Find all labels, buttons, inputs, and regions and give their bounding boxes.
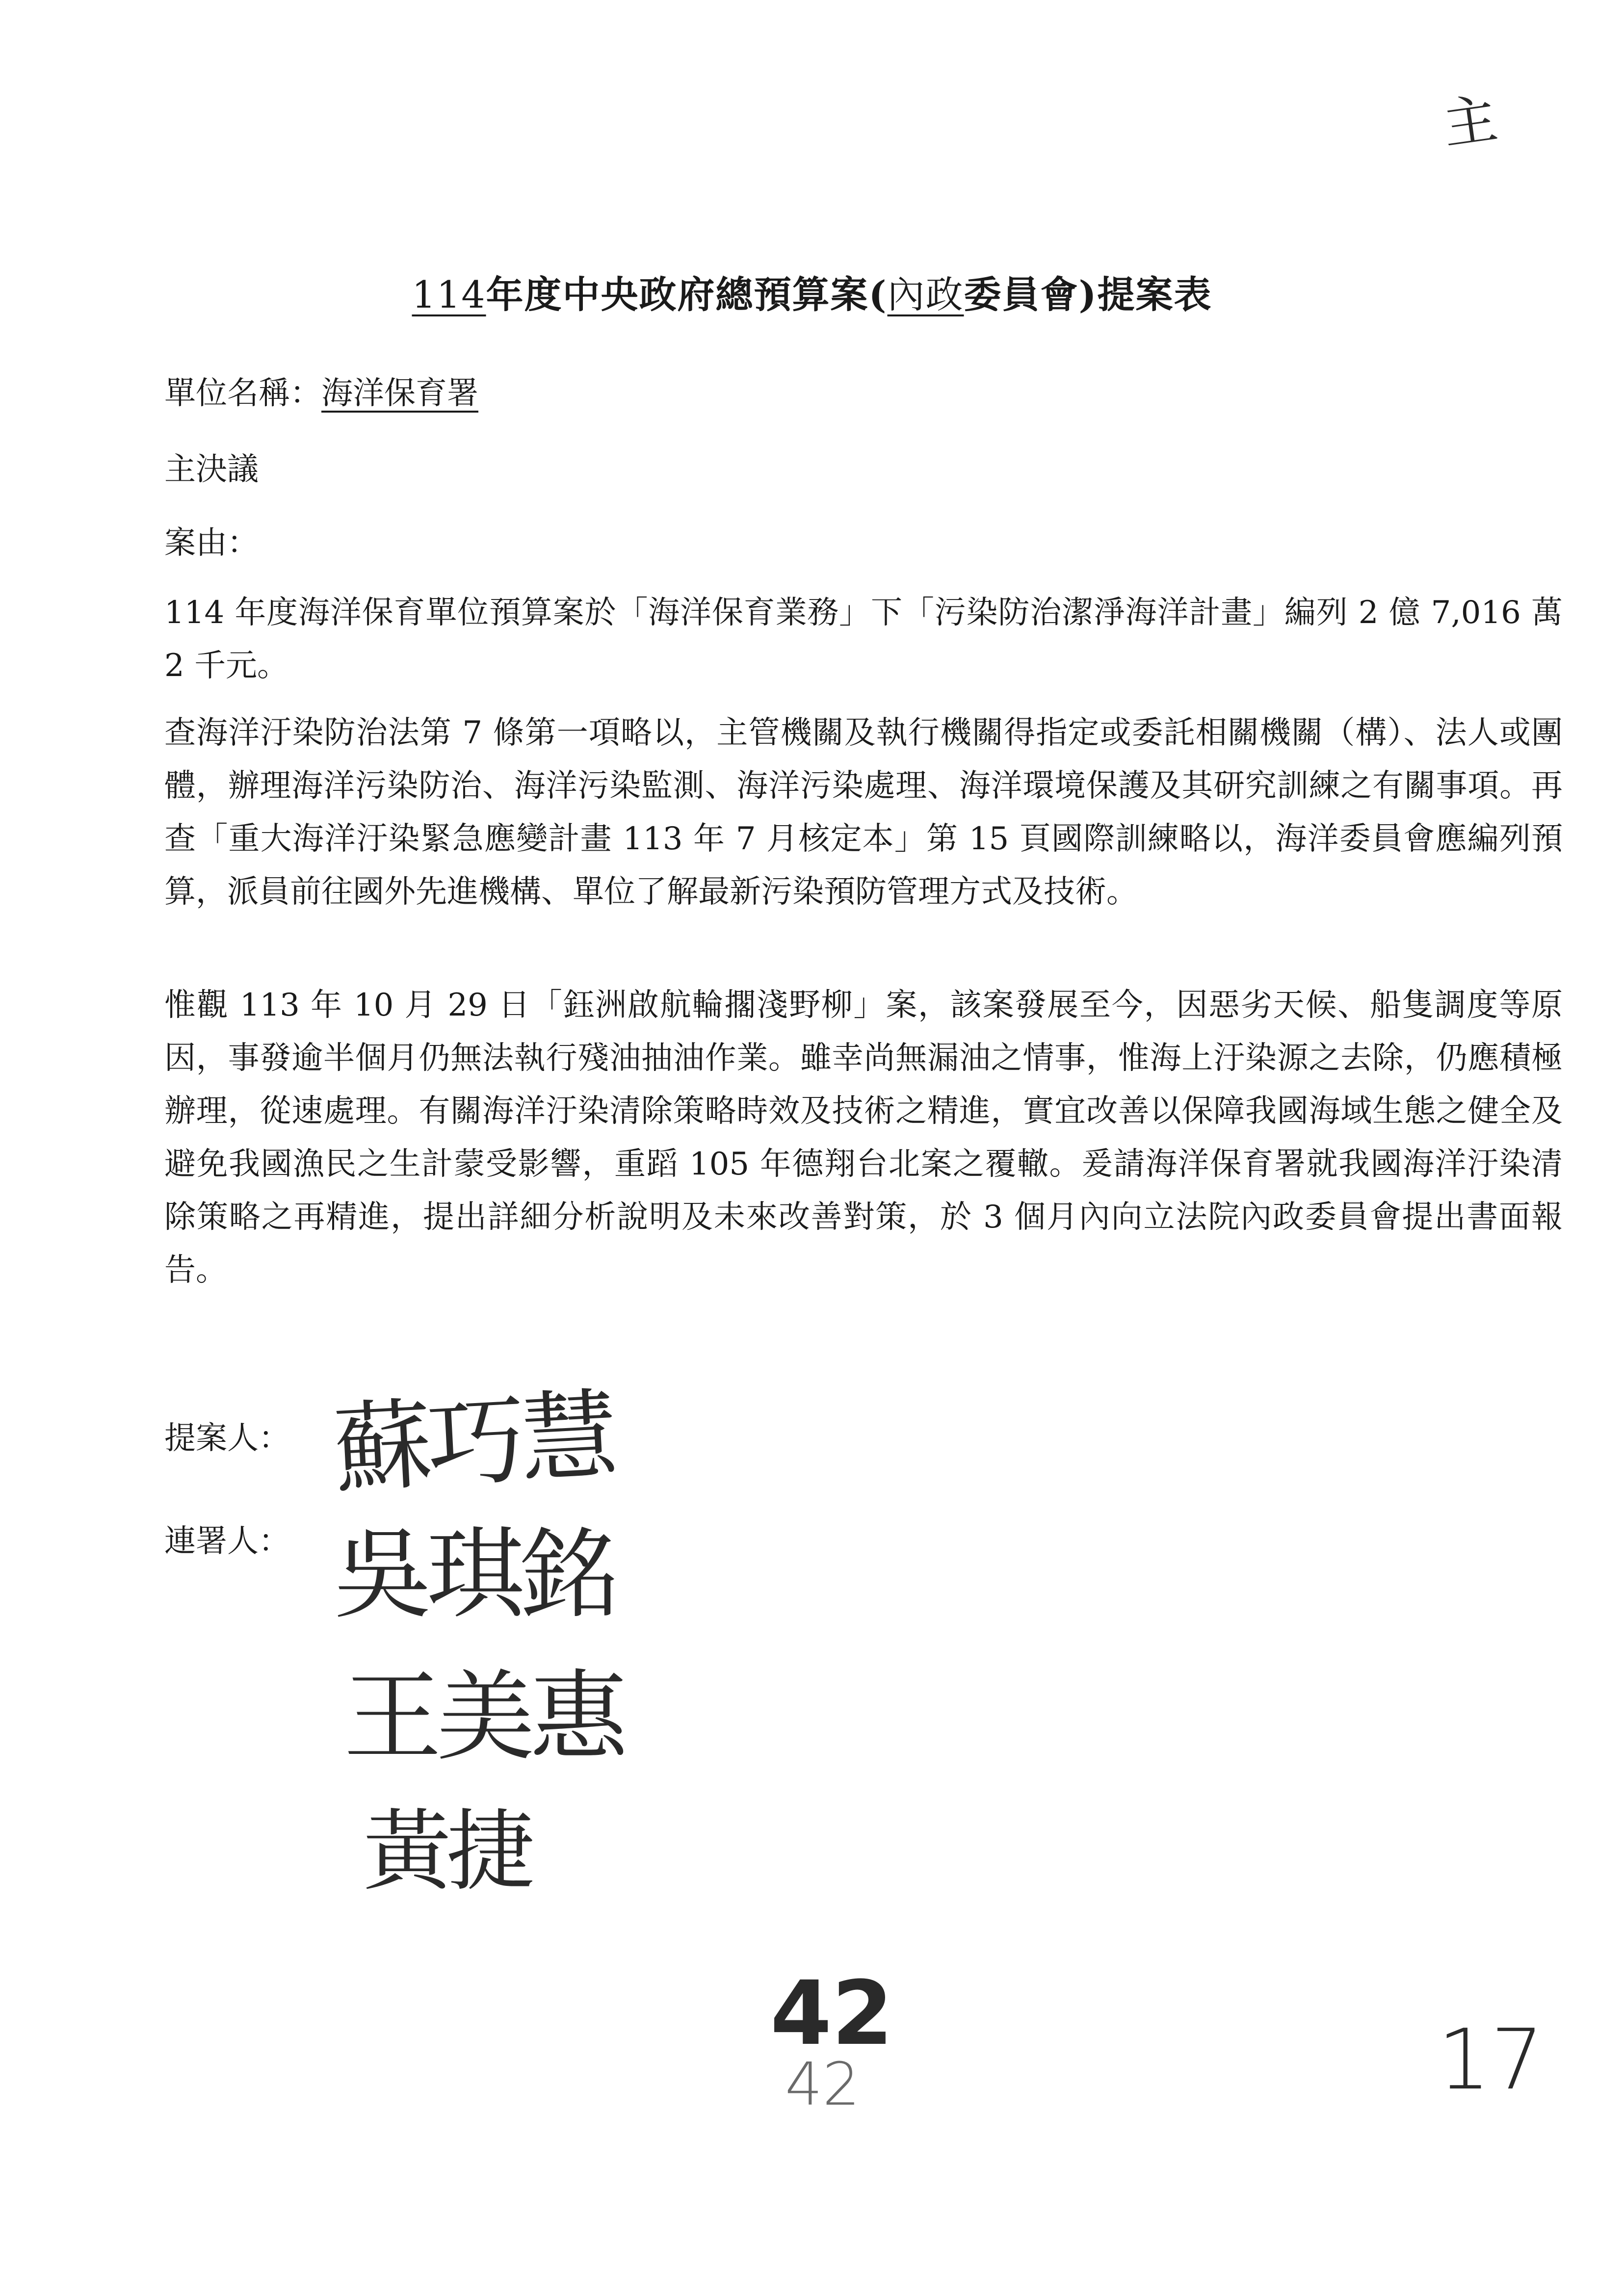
paragraph-2: 查海洋汙染防治法第 7 條第一項略以，主管機關及執行機關得指定或委託相關機關（構）、法人或團體，辦理海洋污染防治、海洋污染監測、海洋污染處理、海洋環境保護及其研究訓練之有關事項。再查「重大海洋汙染緊急應變計畫 113 年 7 月核定本」第 15 頁國際訓練略以，海洋委員會應編列預算，派員前往國外先進機構、單位了解最新污染預防管理方式及技術。 — [164, 715, 1563, 910]
unit-value: 海洋保育署 — [321, 375, 478, 412]
title-part1: 年度中央政府總預算案( — [486, 273, 888, 316]
unit-line — [164, 368, 478, 413]
document-title — [0, 265, 1624, 318]
page-number: 42 — [770, 1962, 893, 2065]
reason-label: 案由： — [164, 525, 259, 561]
paragraph-3: 惟觀 113 年 10 月 29 日「鈺洲啟航輪擱淺野柳」案，該案發展至今，因惡劣天候、船隻調度等原因，事發逾半個月仍無法執行殘油抽油作業。雖幸尚無漏油之情事，惟海上汙染源之去除，仍應積極辦理，從速處理。有關海洋汙染清除策略時效及技術之精進，實宜改善以保障我國海域生態之健全及避免我國漁民之生計蒙受影響，重蹈 105 年德翔台北案之覆轍。爰請海洋保育署就我國海洋汙染清除策略之再精進，提出詳細分析說明及未來改善對策，於 3 個月內向立法院內政委員會提出書面報告。 — [164, 987, 1563, 1288]
sheet-number: 17 — [1438, 2011, 1544, 2109]
title-committee: 內政 — [887, 273, 964, 316]
proposer-signature: 蘇巧慧 — [331, 1378, 617, 1507]
title-year: 114 — [412, 273, 486, 316]
cosigner-signature-1: 吳琪銘 — [334, 1518, 614, 1632]
unit-label: 單位名稱： — [164, 375, 321, 412]
corner-mark: 主 — [1439, 86, 1501, 157]
paragraph-1: 114 年度海洋保育單位預算案於「海洋保育業務」下「污染防治潔淨海洋計畫」編列 2 億 7,016 萬 2 千元。 — [164, 595, 1563, 684]
title-part2: 委員會)提案表 — [964, 273, 1212, 316]
cosigner-label: 連署人： — [164, 1523, 290, 1560]
proposer-label: 提案人： — [164, 1420, 290, 1457]
cosigner-signature-2: 王美惠 — [343, 1660, 624, 1774]
page-number-secondary: 42 — [785, 2051, 860, 2119]
resolution-type: 主決議 — [164, 451, 259, 488]
cosigner-signature-3: 黃捷 — [363, 1800, 530, 1903]
